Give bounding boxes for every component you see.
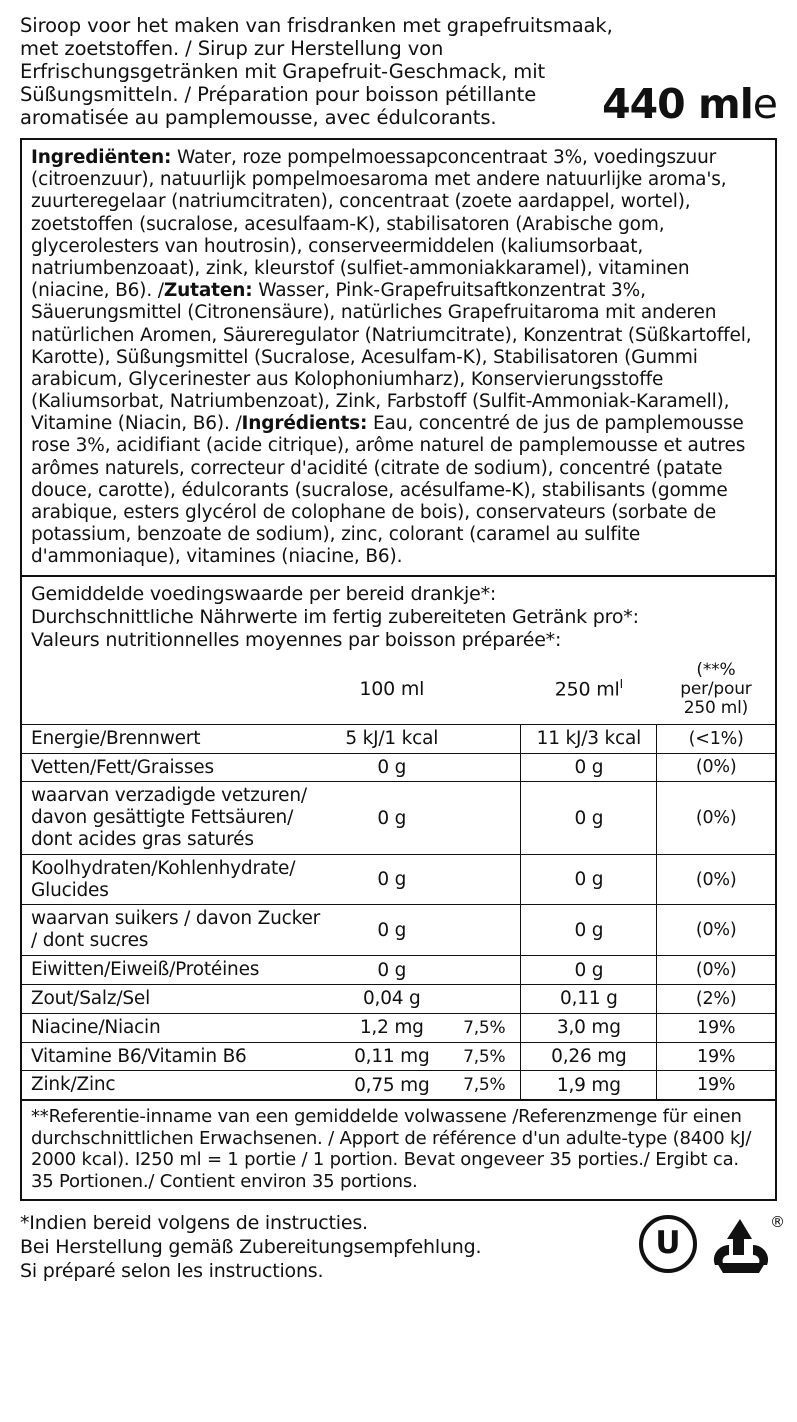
nutrition-title-fr: Valeurs nutritionnelles moyennes par boisson préparée*:: [31, 629, 562, 652]
net-volume-value: 440 ml: [602, 80, 753, 128]
recycle-icon: [709, 1212, 785, 1275]
row-ri: 19%: [657, 1071, 775, 1099]
row-pct100: [448, 854, 521, 905]
row-pct100: [448, 753, 521, 782]
row-name: waarvan suikers / davon Zucker / dont sucres: [22, 905, 335, 956]
row-per250: 0 g: [521, 753, 657, 782]
row-pct100: [448, 984, 521, 1013]
table-row: [22, 1013, 775, 1042]
row-per100: 0,75 mg: [335, 1071, 448, 1099]
header-pct-blank: [448, 658, 521, 725]
row-per250: 0,11 g: [521, 984, 657, 1013]
row-name: Zout/Salz/Sel: [22, 984, 335, 1013]
row-per250: 1,9 mg: [521, 1071, 657, 1099]
preparation-note-nl: *Indien bereid volgens de instructies.: [20, 1211, 368, 1234]
row-pct100: 7,5%: [448, 1013, 521, 1042]
row-per100: 0 g: [335, 854, 448, 905]
net-volume: [602, 80, 777, 128]
ingredients-text-nl: Water, roze pompelmoessapconcentraat 3%, voedingszuur (citroenzuur), natuurlijk pompelmoesaroma met andere natuurlijke aroma's, zuurteregelaar (natriumcitraten), concentraat (zoete aardappel, wortel), zoetstoffen (sucralose, acesulfaam-K), stabilisatoren (Arabische gom, glycerolesters van houtrosin), conserveermiddelen (kaliumsorbaat, natriumbenzoaat), zink, kleurstof (sulfiet-ammoniakkaramel), vitaminen (niacine, B6). /: [31, 147, 727, 302]
row-ri: 19%: [657, 1013, 775, 1042]
header-ri-line2: 250 ml): [683, 697, 749, 718]
nutrition-title-de: Durchschnittliche Nährwerte im fertig zubereiteten Getränk pro*:: [31, 606, 639, 629]
row-per100: 0 g: [335, 905, 448, 956]
row-per250: 0,26 mg: [521, 1042, 657, 1071]
registered-trademark-icon: ®: [770, 1212, 785, 1231]
e-mark-icon: e: [752, 80, 777, 128]
row-per100: 0,11 mg: [335, 1042, 448, 1071]
kosher-u-letter: U: [655, 1225, 681, 1262]
row-name: Zink/Zinc: [22, 1071, 335, 1099]
row-per250: 11 kJ/3 kcal: [521, 724, 657, 753]
top-block: [20, 14, 777, 132]
row-per100: 0 g: [335, 782, 448, 854]
table-header-row: [22, 658, 775, 725]
row-per100: 0 g: [335, 753, 448, 782]
table-row: [22, 1071, 775, 1099]
row-name: Energie/Brennwert: [22, 724, 335, 753]
row-per100: 1,2 mg: [335, 1013, 448, 1042]
preparation-note: [20, 1211, 620, 1284]
row-ri: (0%): [657, 956, 775, 985]
nutrition-title: [22, 577, 775, 658]
row-pct100: [448, 956, 521, 985]
preparation-note-de: Bei Herstellung gemäß Zubereitungsempfehlung.: [20, 1235, 482, 1258]
header-ri-line1: (**% per/pour: [680, 659, 752, 699]
row-per250: 0 g: [521, 854, 657, 905]
row-ri: (0%): [657, 854, 775, 905]
table-row: [22, 782, 775, 854]
table-row: [22, 854, 775, 905]
info-panel: [20, 138, 777, 1201]
table-row: [22, 1042, 775, 1071]
row-ri: (0%): [657, 905, 775, 956]
row-pct100: 7,5%: [448, 1042, 521, 1071]
row-ri: (2%): [657, 984, 775, 1013]
preparation-note-fr: Si préparé selon les instructions.: [20, 1260, 324, 1283]
ingredients-block: [22, 140, 775, 575]
ingredients-label-de: Zutaten:: [163, 280, 253, 302]
nutrition-title-nl: Gemiddelde voedingswaarde per bereid drankje*:: [31, 583, 497, 606]
header-250ml: [521, 658, 657, 725]
kosher-u-icon: [639, 1215, 697, 1273]
ingredients-label-nl: Ingrediënten:: [31, 147, 172, 168]
table-row: [22, 956, 775, 985]
ingredients-label-fr: Ingrédients:: [241, 413, 368, 435]
row-pct100: [448, 724, 521, 753]
row-name: Niacine/Niacin: [22, 1013, 335, 1042]
table-row: [22, 753, 775, 782]
row-per250: 3,0 mg: [521, 1013, 657, 1042]
row-name: Vetten/Fett/Graisses: [22, 753, 335, 782]
certification-marks: [639, 1212, 785, 1275]
row-per250: 0 g: [521, 782, 657, 854]
ingredients-text-de: Wasser, Pink-Grapefruitsaftkonzentrat 3%, Säuerungsmittel (Citronensäure), natürliches Grapefruitaroma mit anderen natürlichen Aromen, Säureregulator (Natriumcitrate), Konzentrat (Süßkartoffel, Karotte), Süßungsmittel (Sucralose, Acesulfam-K), Stabilisatoren (Gummi arabicum, Glycerinester aus Kolophoniumharz), Konservierungsstoffe (Kaliumsorbat, Natriumbenzoat), Zink, Farbstoff (Sulfit-Ammoniak-Karamell), Vitamine (Niacin, B6). /: [31, 280, 752, 435]
row-ri: (0%): [657, 753, 775, 782]
row-pct100: 7,5%: [448, 1071, 521, 1099]
ingredients-text-fr: Eau, concentré de jus de pamplemousse rose 3%, acidifiant (acide citrique), arôme naturel de pamplemousse et autres arômes naturels, correcteur d'acidité (citrate de sodium), concentré (patate douce, carotte), édulcorants (sucralose, acésulfame-K), stabilisants (gomme arabique, esters glycérol de colophane de bois), conservateurs (sorbate de potassium, benzoate de sodium), zinc, colorant (caramel au sulfite d'ammoniaque), vitamines (niacine, B6).: [31, 413, 746, 568]
product-description: Siroop voor het maken van frisdranken met grapefruitsmaak, met zoetstoffen. / Sirup zur Herstellung von Erfrischungsgetränken mit Grapefruit-Geschmack, mit Süßungsmitteln. / Préparation pour boisson pétillante aromatisée au pamplemousse, avec édulcorants.: [20, 14, 613, 129]
row-per100: 0 g: [335, 956, 448, 985]
row-per100: 5 kJ/1 kcal: [335, 724, 448, 753]
row-per250: 0 g: [521, 905, 657, 956]
nutrition-table: [22, 658, 775, 1100]
header-250ml-sup: I: [619, 677, 623, 692]
row-name: waarvan verzadigde vetzuren/ davon gesättigte Fettsäuren/ dont acides gras saturés: [22, 782, 335, 854]
row-per250: 0 g: [521, 956, 657, 985]
row-per100: 0,04 g: [335, 984, 448, 1013]
row-pct100: [448, 905, 521, 956]
row-pct100: [448, 782, 521, 854]
row-name: Koolhydraten/Kohlenhydrate/ Glucides: [22, 854, 335, 905]
reference-intake-footnote: **Referentie-inname van een gemiddelde volwassene /Referenzmenge für einen durchschnittlichen Erwachsenen. / Apport de référence d'un adulte-type (8400 kJ/ 2000 kcal). I250 ml = 1 portie / 1 portion. Bevat ongeveer 35 porties./ Ergibt ca. 35 Portionen./ Contient environ 35 portions.: [22, 1099, 775, 1198]
row-ri: (<1%): [657, 724, 775, 753]
table-row: [22, 724, 775, 753]
table-row: [22, 984, 775, 1013]
table-row: [22, 905, 775, 956]
bottom-block: [20, 1211, 785, 1303]
row-ri: 19%: [657, 1042, 775, 1071]
header-blank: [22, 658, 335, 725]
header-100ml: 100 ml: [359, 678, 425, 701]
header-reference-intake: [657, 658, 775, 725]
row-ri: (0%): [657, 782, 775, 854]
row-name: Eiwitten/Eiweiß/Protéines: [22, 956, 335, 985]
header-250ml-text: 250 ml: [554, 678, 620, 701]
row-name: Vitamine B6/Vitamin B6: [22, 1042, 335, 1071]
